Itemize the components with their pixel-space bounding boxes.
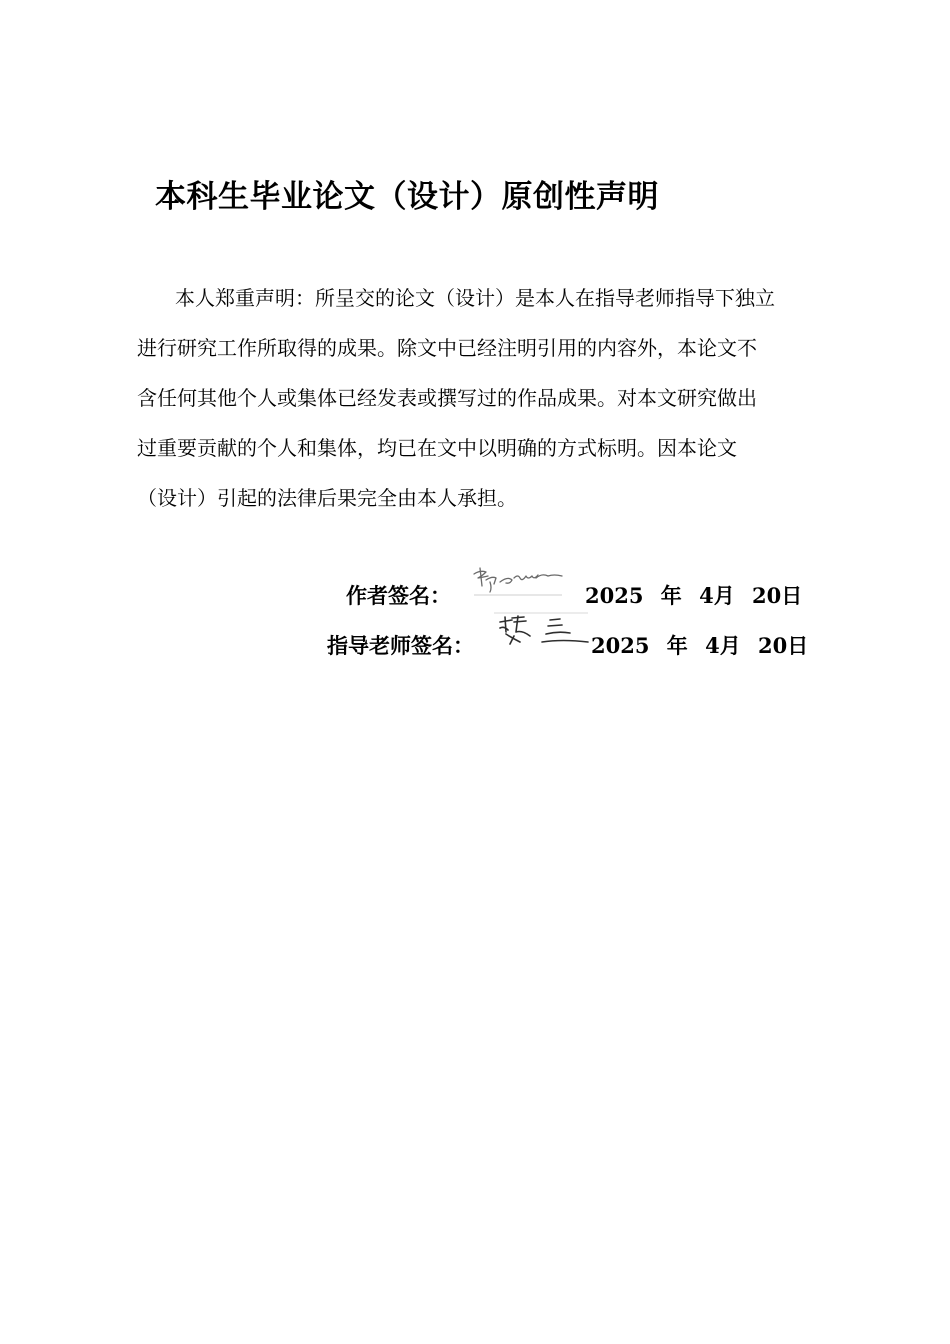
- author-signature-date: [585, 580, 812, 610]
- advisor-date-year: 2025: [591, 633, 650, 658]
- advisor-date-year-unit: 年: [666, 633, 688, 658]
- advisor-date-day: 20日: [758, 633, 809, 658]
- author-date-year-unit: 年: [660, 583, 682, 608]
- paragraph-line: 本人郑重声明：所呈交的论文（设计）是本人在指导老师指导下独立: [175, 286, 775, 310]
- author-handwritten-signature: [470, 564, 565, 604]
- author-date-year: 2025: [585, 583, 644, 608]
- author-date-day: 20日: [752, 583, 803, 608]
- advisor-handwritten-signature: [492, 608, 590, 654]
- author-signature-row: [0, 572, 950, 612]
- advisor-date-month: 4月: [705, 633, 741, 658]
- paragraph-line: 含任何其他个人或集体已经发表或撰写过的作品成果。对本文研究做出: [137, 386, 757, 410]
- advisor-signature-date: [591, 630, 818, 660]
- advisor-signature-label: 指导老师签名：: [327, 634, 474, 658]
- paragraph-line: （设计）引起的法律后果完全由本人承担。: [137, 486, 517, 510]
- paragraph-line: 过重要贡献的个人和集体，均已在文中以明确的方式标明。因本论文: [137, 436, 737, 460]
- paragraph-line: 进行研究工作所取得的成果。除文中已经注明引用的内容外，本论文不: [137, 336, 757, 360]
- advisor-signature-row: [0, 622, 950, 662]
- declaration-paragraph: [137, 273, 857, 523]
- author-date-month: 4月: [699, 583, 735, 608]
- author-signature-label: 作者签名：: [346, 584, 451, 608]
- page-title: 本科生毕业论文（设计）原创性声明: [155, 179, 659, 215]
